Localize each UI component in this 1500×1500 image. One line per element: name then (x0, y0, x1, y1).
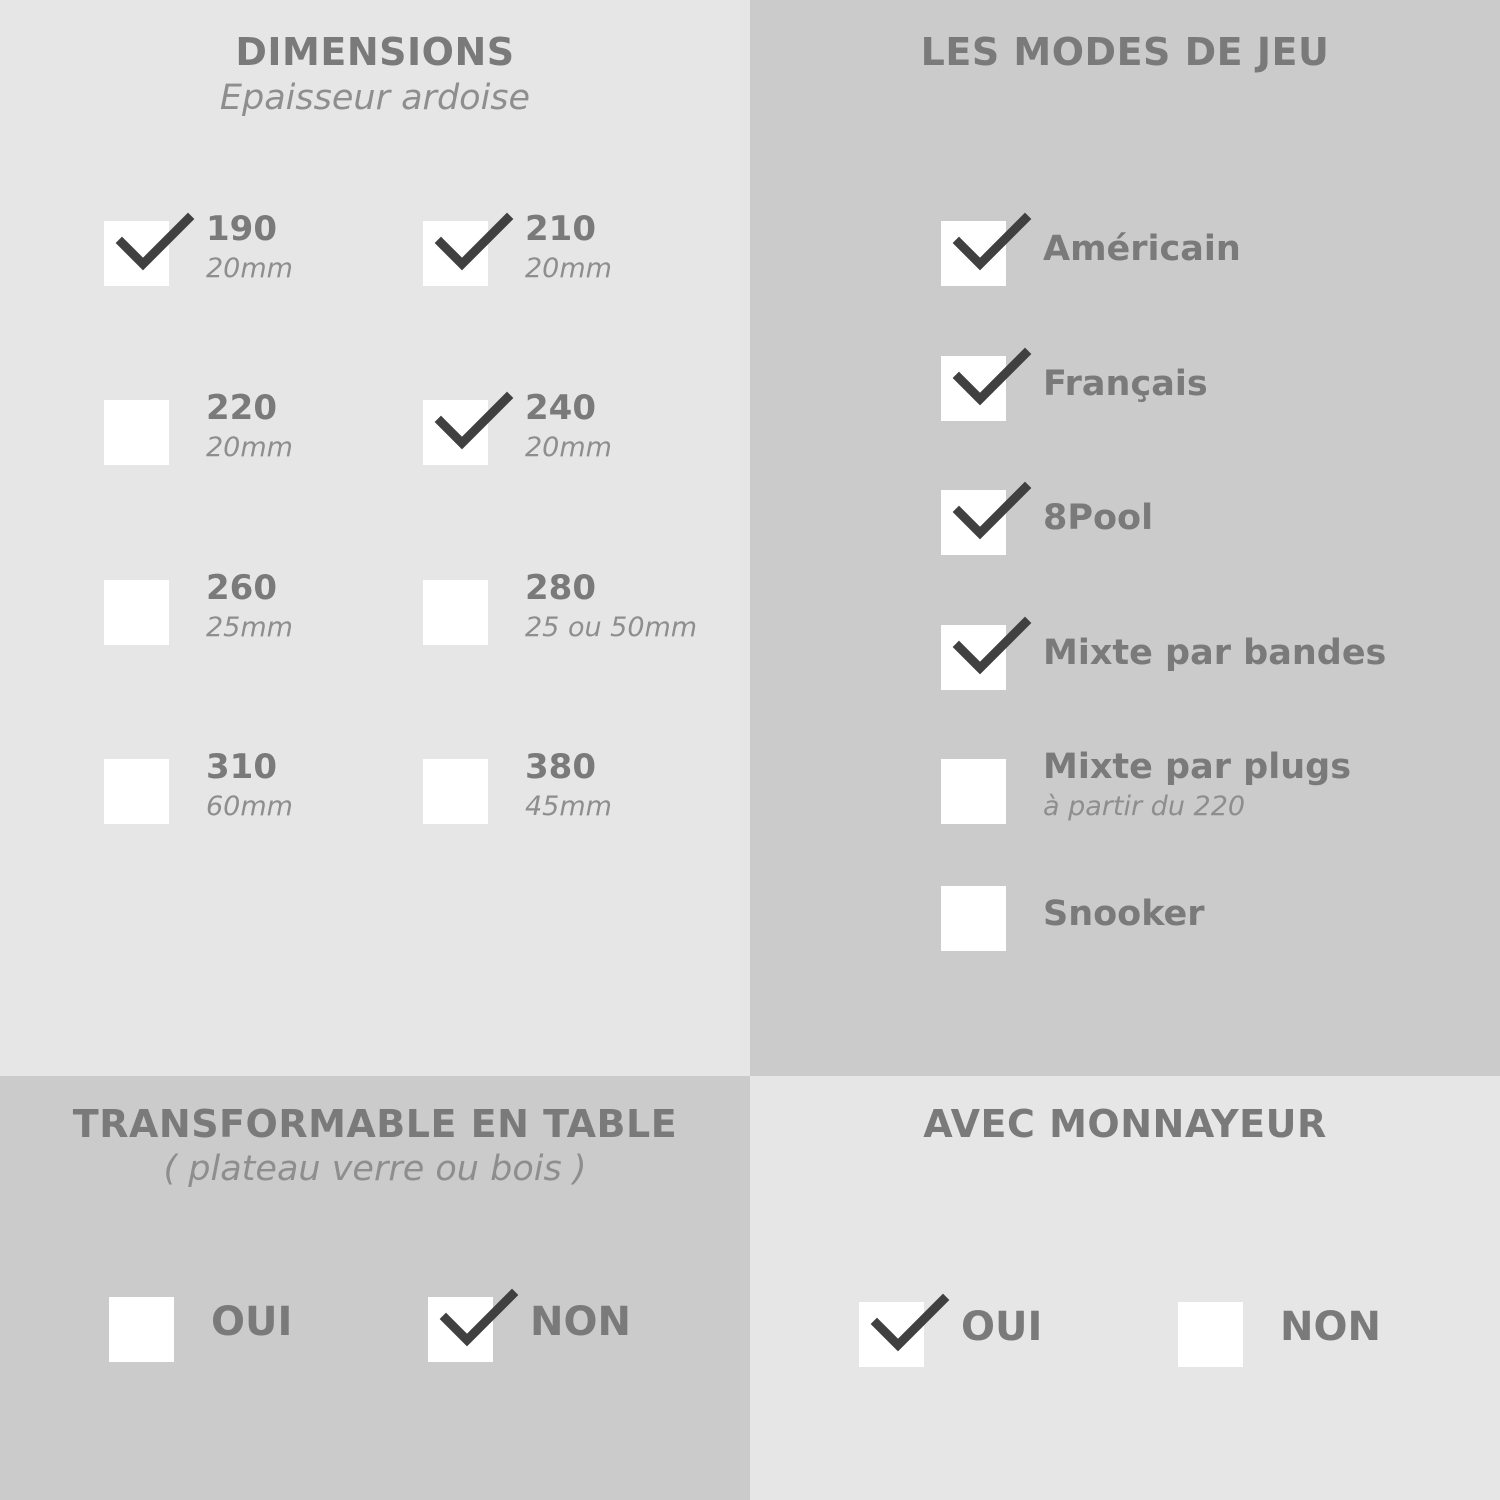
checkbox[interactable] (941, 759, 1006, 824)
dimension-label: 280 (525, 568, 596, 608)
option-label: NON (1280, 1304, 1381, 1350)
checkbox[interactable] (423, 759, 488, 824)
dimensions-panel (0, 0, 750, 1076)
game-modes-title: LES MODES DE JEU (920, 30, 1330, 74)
coin-mechanism-title: AVEC MONNAYEUR (923, 1102, 1327, 1146)
mode-label: 8Pool (1043, 498, 1154, 538)
transformable-title: TRANSFORMABLE EN TABLE (72, 1102, 678, 1146)
dimension-thickness: 20mm (525, 253, 612, 284)
dimension-label: 190 (206, 209, 277, 249)
checkmark-icon (951, 617, 1031, 681)
mode-label: Mixte par bandes (1043, 633, 1387, 673)
option-label: OUI (961, 1304, 1043, 1350)
checkmark-icon (438, 1289, 518, 1353)
checkbox[interactable] (104, 759, 169, 824)
dimension-label: 240 (525, 388, 596, 428)
dimension-thickness: 45mm (525, 791, 612, 822)
game-modes-panel (750, 0, 1500, 1076)
mode-label: Français (1043, 364, 1208, 404)
mode-label: Américain (1043, 229, 1241, 269)
dimension-label: 260 (206, 568, 277, 608)
checkmark-icon (951, 213, 1031, 277)
checkmark-icon (433, 392, 513, 456)
checkbox[interactable] (1178, 1302, 1243, 1367)
dimensions-subtitle: Epaisseur ardoise (219, 78, 531, 118)
checkbox[interactable] (104, 400, 169, 465)
checkmark-icon (433, 213, 513, 277)
dimension-thickness: 20mm (206, 432, 293, 463)
checkbox[interactable] (109, 1297, 174, 1362)
option-label: NON (530, 1299, 631, 1345)
dimension-thickness: 25 ou 50mm (525, 612, 698, 643)
mode-label: Snooker (1043, 894, 1205, 934)
mode-note: à partir du 220 (1043, 791, 1246, 822)
dimension-label: 380 (525, 747, 596, 787)
mode-label: Mixte par plugs (1043, 747, 1352, 787)
dimension-thickness: 20mm (206, 253, 293, 284)
checkmark-icon (114, 213, 194, 277)
dimension-label: 310 (206, 747, 277, 787)
dimensions-title: DIMENSIONS (235, 30, 515, 74)
coin-mechanism-panel (750, 1076, 1500, 1500)
dimension-thickness: 20mm (525, 432, 612, 463)
dimension-thickness: 25mm (206, 612, 293, 643)
transformable-subtitle: ( plateau verre ou bois ) (163, 1149, 587, 1189)
checkbox[interactable] (941, 886, 1006, 951)
option-label: OUI (211, 1299, 293, 1345)
dimension-label: 220 (206, 388, 277, 428)
checkmark-icon (869, 1294, 949, 1358)
checkmark-icon (951, 348, 1031, 412)
dimension-thickness: 60mm (206, 791, 293, 822)
checkbox[interactable] (104, 580, 169, 645)
dimension-label: 210 (525, 209, 596, 249)
checkmark-icon (951, 482, 1031, 546)
transformable-panel (0, 1076, 750, 1500)
checkbox[interactable] (423, 580, 488, 645)
